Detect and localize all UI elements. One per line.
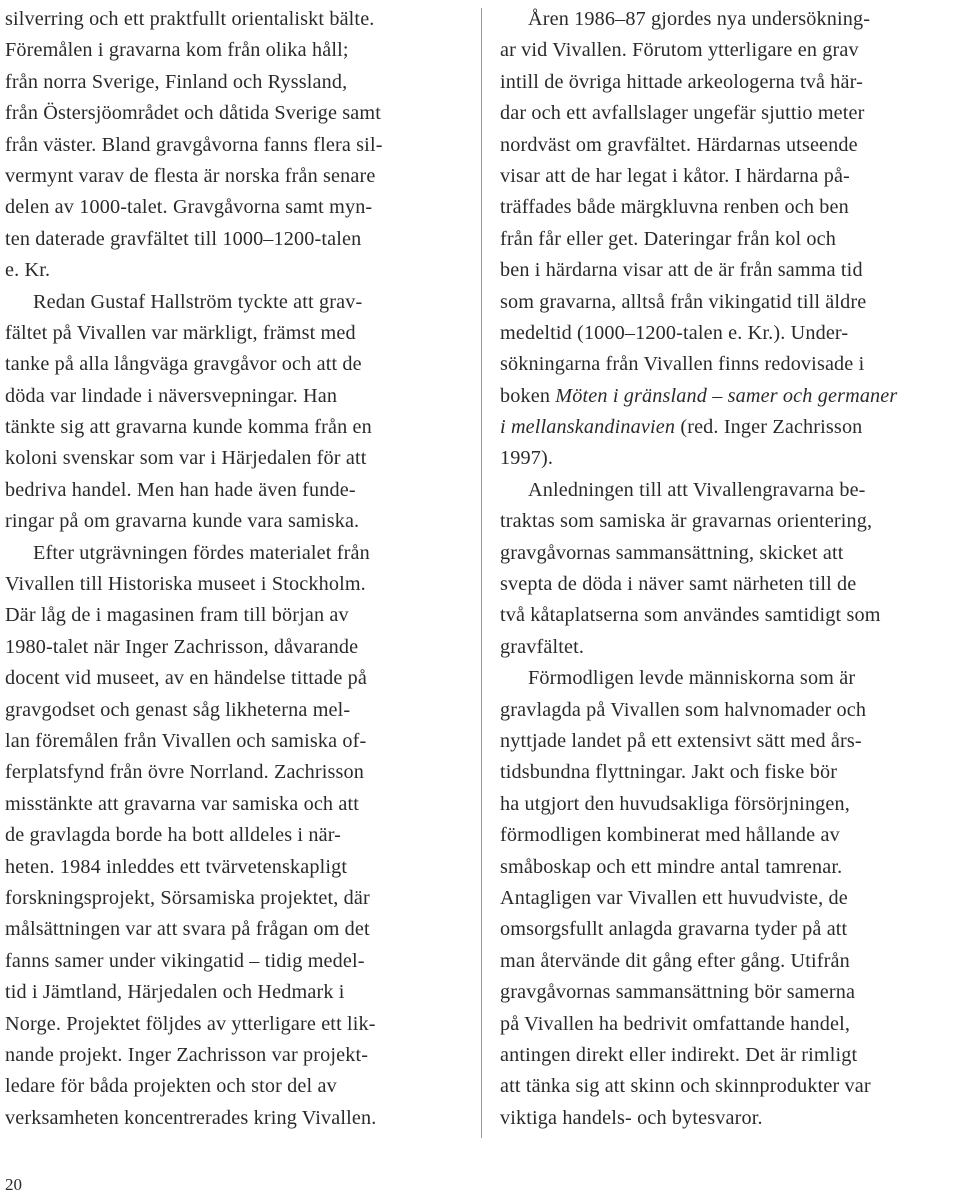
text-line: gravgodset och genast såg likheterna mel- (5, 698, 351, 721)
paragraph (5, 287, 465, 538)
text-line: att tänka sig att skinn och skinnprodukter var (500, 1075, 871, 1098)
text-line: Efter utgrävningen fördes materialet från (33, 541, 370, 564)
text-line: nyttjade landet på ett extensivt sätt med års- (500, 729, 862, 752)
text-line: från väster. Bland gravgåvorna fanns flera sil- (5, 133, 383, 156)
text-line: medeltid (1000–1200-talen e. Kr.). Under- (500, 321, 849, 344)
text-line (500, 412, 955, 443)
text-line: traktas som samiska är gravarnas orientering, (500, 510, 873, 533)
text-line: gravgåvornas sammansättning, skicket att (500, 541, 844, 564)
text-line: sökningarna från Vivallen finns redovisade i (500, 353, 865, 376)
text-line: Där låg de i magasinen fram till början av (5, 604, 349, 627)
text-line (500, 381, 955, 412)
text-line: silverring och ett praktfullt orientaliskt bälte. (5, 8, 375, 30)
paragraph (500, 475, 955, 663)
text-line: Vivallen till Historiska museet i Stockholm. (5, 573, 366, 596)
text-line: ten daterade gravfältet till 1000–1200-talen (5, 227, 362, 250)
text-line: antingen direkt eller indirekt. Det är rimligt (500, 1043, 858, 1066)
book-title: i mellanskandinavien (500, 416, 676, 439)
text-line: forskningsprojekt, Sörsamiska projektet, där (5, 886, 370, 909)
paragraph (5, 4, 465, 287)
left-column (5, 4, 465, 1134)
text-line: på Vivallen ha bedrivit omfattande handel, (500, 1012, 851, 1035)
text-line: 1980-talet när Inger Zachrisson, dåvarande (5, 635, 359, 658)
right-column (500, 4, 955, 1134)
book-title: Möten i gränsland – samer och germaner (555, 384, 898, 407)
text-line: 1997). (500, 447, 554, 470)
text-line: ferplatsfynd från övre Norrland. Zachrisson (5, 761, 365, 784)
text-line: e. Kr. (5, 259, 51, 282)
text-line: fanns samer under vikingatid – tidig medel- (5, 949, 365, 972)
column-divider (481, 8, 482, 1138)
text-line: bedriva handel. Men han hade även funde- (5, 478, 356, 501)
text-line: svepta de döda i näver samt närheten till de (500, 573, 857, 596)
text-line: dar och ett avfallslager ungefär sjuttio meter (500, 102, 865, 125)
text-line: viktiga handels- och bytesvaror. (500, 1106, 763, 1129)
text-line: intill de övriga hittade arkeologerna två här- (500, 70, 863, 93)
text-line: heten. 1984 inleddes ett tvärvetenskapligt (5, 855, 348, 878)
paragraph (500, 663, 955, 1134)
text-line: småboskap och ett mindre antal tamrenar. (500, 855, 843, 878)
text-line: ringar på om gravarna kunde vara samiska. (5, 510, 360, 533)
text-line: från får eller get. Dateringar från kol och (500, 227, 837, 250)
text-line: fältet på Vivallen var märkligt, främst med (5, 321, 356, 344)
text-line: koloni svenskar som var i Härjedalen för att (5, 447, 367, 470)
text-line: visar att de har legat i kåtor. I härdarna på- (500, 164, 850, 187)
text-line: Föremålen i gravarna kom från olika håll; (5, 39, 349, 62)
text-line: målsättningen var att svara på frågan om det (5, 918, 370, 941)
text-line: tanke på alla långväga gravgåvor och att de (5, 353, 362, 376)
text-line: ledare för båda projekten och stor del av (5, 1075, 337, 1098)
text-line: gravfältet. (500, 635, 585, 658)
text-line: de gravlagda borde ha bott alldeles i när- (5, 824, 342, 847)
text-line: docent vid museet, av en händelse tittade på (5, 667, 368, 690)
text-line: gravgåvornas sammansättning bör samerna (500, 981, 856, 1004)
text-line: som gravarna, alltså från vikingatid till äldre (500, 290, 867, 313)
text-line: Antagligen var Vivallen ett huvudviste, de (500, 886, 848, 909)
text-line: ben i härdarna visar att de är från samma tid (500, 259, 863, 282)
text-line: döda var lindade i näversvepningar. Han (5, 384, 338, 407)
paragraph (5, 538, 465, 1134)
text-fragment: boken (500, 384, 556, 407)
text-line: nordväst om gravfältet. Härdarnas utseende (500, 133, 858, 156)
text-line: från Östersjöområdet och dåtida Sverige samt (5, 102, 382, 125)
text-line: nande projekt. Inger Zachrisson var projekt- (5, 1043, 369, 1066)
text-line: gravlagda på Vivallen som halvnomader och (500, 698, 867, 721)
text-line: tänkte sig att gravarna kunde komma från en (5, 416, 372, 439)
text-fragment: (red. Inger Zachrisson (675, 416, 863, 439)
text-line: från norra Sverige, Finland och Ryssland, (5, 70, 348, 93)
text-line: Åren 1986–87 gjordes nya undersökning- (528, 8, 871, 30)
text-line: tid i Jämtland, Härjedalen och Hedmark i (5, 981, 345, 1004)
text-line: Redan Gustaf Hallström tyckte att grav- (33, 290, 363, 313)
text-line: Förmodligen levde människorna som är (528, 667, 856, 690)
text-line: två kåtaplatserna som användes samtidigt som (500, 604, 881, 627)
text-line: verksamheten koncentrerades kring Vivallen. (5, 1106, 377, 1129)
text-line: omsorgsfullt anlagda gravarna tyder på att (500, 918, 848, 941)
text-line: delen av 1000-talet. Gravgåvorna samt myn- (5, 196, 373, 219)
text-line: vermynt varav de flesta är norska från senare (5, 164, 376, 187)
page-number: 20 (5, 1175, 22, 1194)
text-line: ha utgjort den huvudsakliga försörjningen, (500, 792, 850, 815)
text-line: Anledningen till att Vivallengravarna be- (528, 478, 866, 501)
text-line: Norge. Projektet följdes av ytterligare ett lik- (5, 1012, 376, 1035)
paragraph (500, 4, 955, 475)
text-line: träffades både märgkluvna renben och ben (500, 196, 849, 219)
text-line: lan föremålen från Vivallen och samiska of- (5, 729, 367, 752)
text-line: ar vid Vivallen. Förutom ytterligare en grav (500, 39, 859, 62)
text-line: tidsbundna flyttningar. Jakt och fiske bör (500, 761, 838, 784)
text-line: misstänkte att gravarna var samiska och att (5, 792, 360, 815)
text-line: man återvände dit gång efter gång. Utifrån (500, 949, 850, 972)
text-line: förmodligen kombinerat med hållande av (500, 824, 840, 847)
